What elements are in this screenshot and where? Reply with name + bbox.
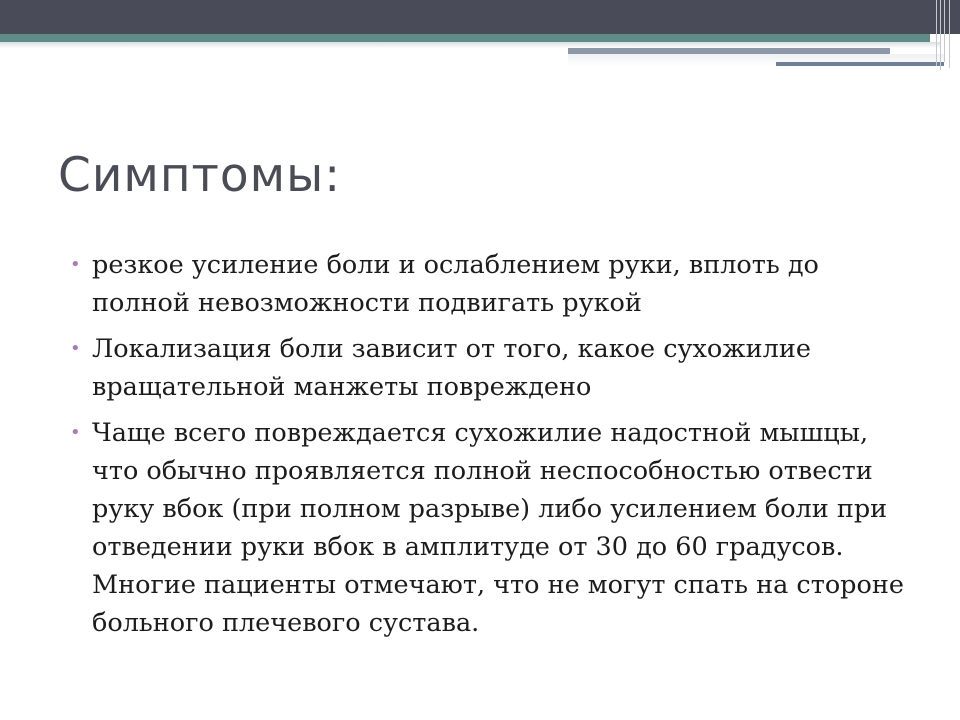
- slide-title: Симптомы:: [58, 148, 342, 203]
- header-accent-strip: [0, 34, 930, 42]
- bullet-list: [70, 246, 910, 650]
- header-stripe-lower: [776, 62, 944, 66]
- bullet-dot-icon: •: [70, 422, 81, 443]
- bullet-text: Чаще всего повреждается сухожилие надостной мышцы, что обычно проявляется полной неспособностью отвести руку вбок (при полном разрыве) либо усилением боли при отведении руки вбок в амплитуде от 30 до 60 градусов. Многие пациенты отмечают, что не могут спать на стороне больного плечевого сустава.: [92, 418, 904, 638]
- bullet-item: [70, 414, 910, 642]
- header-bar: [0, 0, 960, 34]
- bullet-item: [70, 330, 910, 406]
- bullet-text: Локализация боли зависит от того, какое сухожилие вращательной манжеты повреждено: [92, 334, 811, 402]
- corner-lines-decoration: [932, 0, 960, 70]
- bullet-text: резкое усиление боли и ослаблением руки, вплоть до полной невозможности подвигать рукой: [92, 250, 819, 318]
- bullet-item: [70, 246, 910, 322]
- bullet-dot-icon: •: [70, 338, 81, 359]
- bullet-dot-icon: •: [70, 254, 81, 275]
